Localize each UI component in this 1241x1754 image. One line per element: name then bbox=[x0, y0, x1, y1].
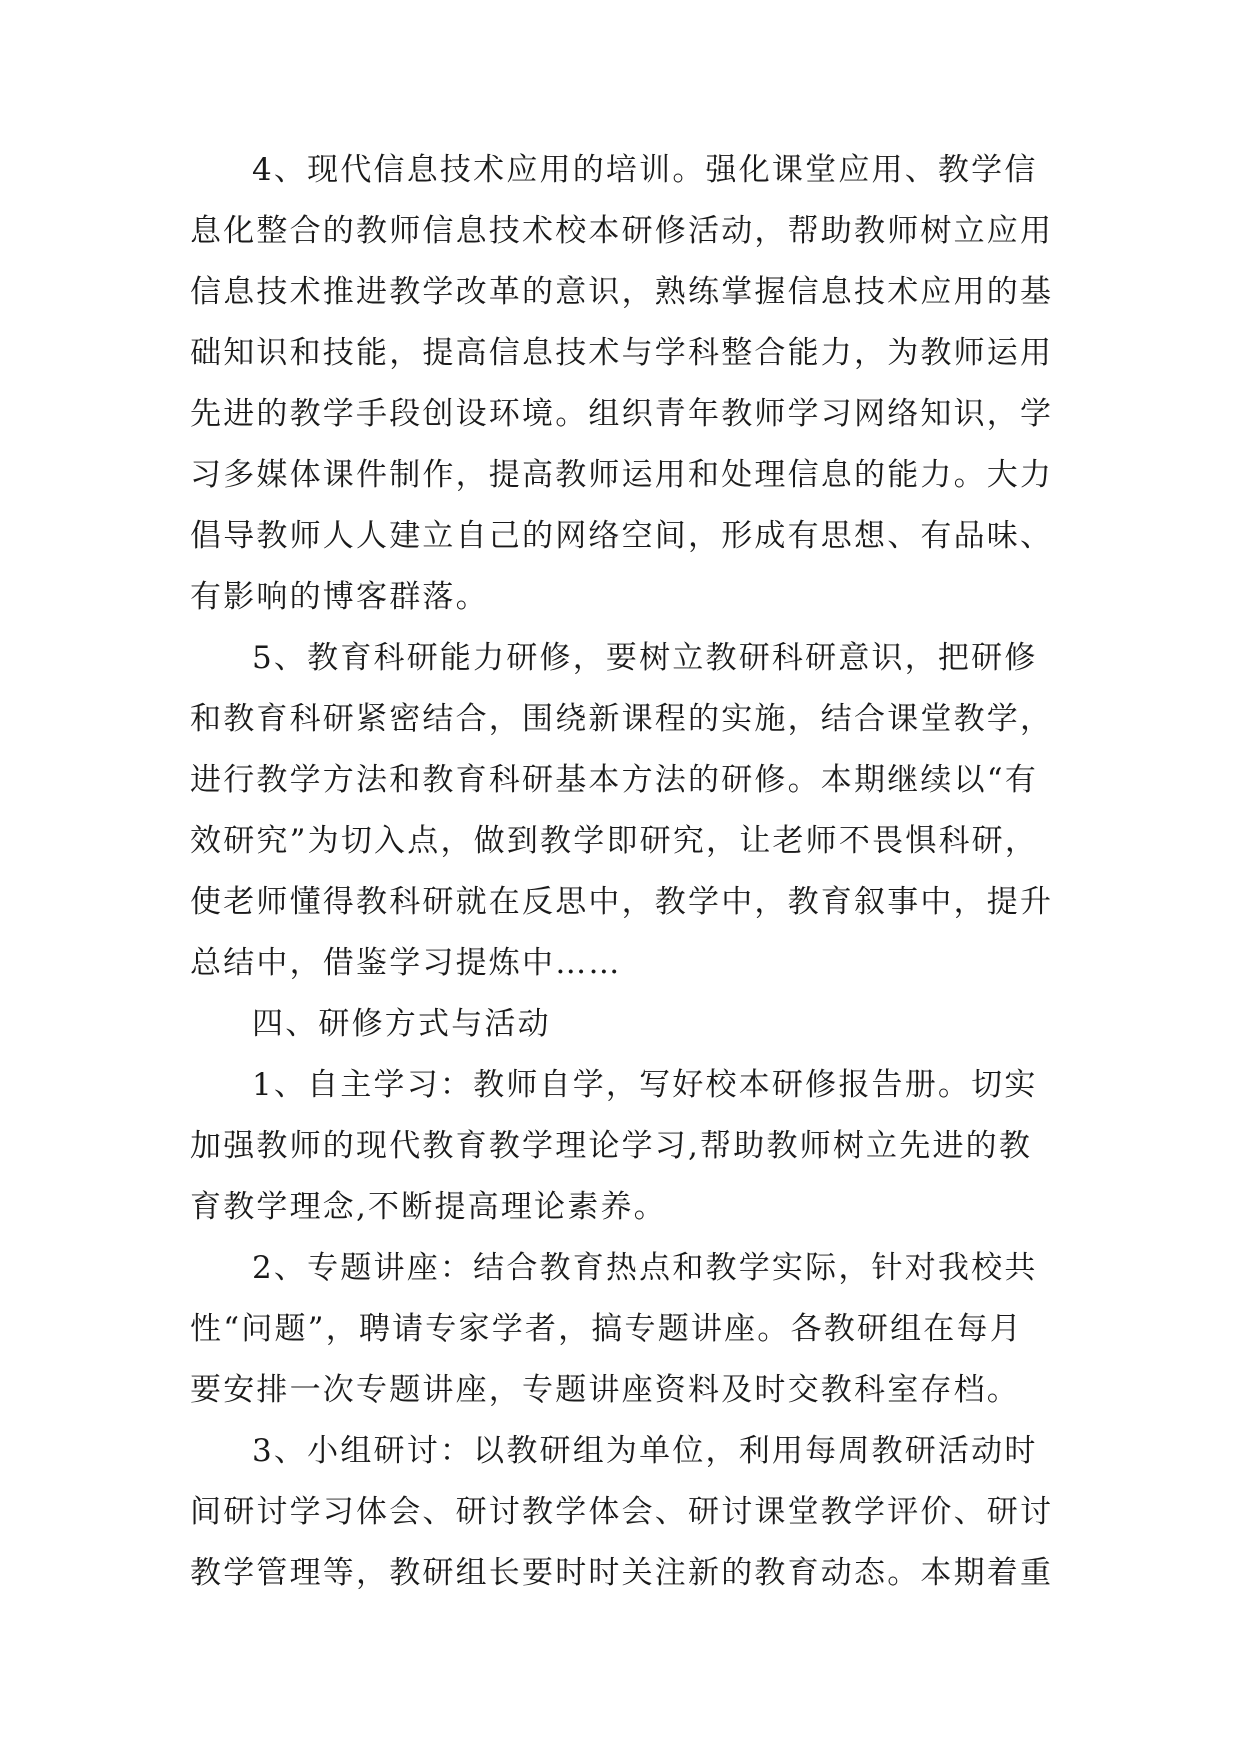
paragraph-5-line-4: 效研究”为切入点，做到教学即研究，让老师不畏惧科研， bbox=[190, 823, 1039, 859]
item-1-line-1: 1、自主学习：教师自学，写好校本研修报告册。切实 bbox=[252, 1067, 1038, 1103]
item-3-line-1: 3、小组研讨：以教研组为单位，利用每周教研活动时 bbox=[252, 1433, 1038, 1469]
item-2-line-3: 要安排一次专题讲座，专题讲座资料及时交教科室存档。 bbox=[190, 1372, 1020, 1408]
item-3-line-3: 教学管理等，教研组长要时时关注新的教育动态。本期着重 bbox=[190, 1555, 1054, 1591]
item-2-line-2: 性“问题”，聘请专家学者，搞专题讲座。各教研组在每月 bbox=[190, 1311, 1023, 1347]
paragraph-5-line-6: 总结中，借鉴学习提炼中…… bbox=[190, 945, 622, 981]
paragraph-4-line-2: 息化整合的教师信息技术校本研修活动，帮助教师树立应用 bbox=[190, 213, 1054, 249]
paragraph-4-line-3: 信息技术推进教学改革的意识，熟练掌握信息技术应用的基 bbox=[190, 274, 1054, 310]
item-1-line-2: 加强教师的现代教育教学理论学习,帮助教师树立先进的教 bbox=[190, 1128, 1033, 1164]
item-1-line-3: 育教学理念,不断提高理论素养。 bbox=[190, 1189, 667, 1225]
paragraph-4-line-7: 倡导教师人人建立自己的网络空间，形成有思想、有品味、 bbox=[190, 518, 1054, 554]
paragraph-4-line-4: 础知识和技能，提高信息技术与学科整合能力，为教师运用 bbox=[190, 335, 1054, 371]
paragraph-5-line-5: 使老师懂得教科研就在反思中，教学中，教育叙事中，提升 bbox=[190, 884, 1054, 920]
item-2-line-1: 2、专题讲座：结合教育热点和教学实际，针对我校共 bbox=[252, 1250, 1038, 1286]
paragraph-5-line-2: 和教育科研紧密结合，围绕新课程的实施，结合课堂教学， bbox=[190, 701, 1054, 737]
paragraph-4-line-1: 4、现代信息技术应用的培训。强化课堂应用、教学信 bbox=[252, 152, 1038, 188]
item-3-line-2: 间研讨学习体会、研讨教学体会、研讨课堂教学评价、研讨 bbox=[190, 1494, 1054, 1530]
paragraph-5-line-1: 5、教育科研能力研修，要树立教研科研意识，把研修 bbox=[252, 640, 1038, 676]
section-heading: 四、研修方式与活动 bbox=[252, 1006, 551, 1042]
paragraph-4-line-6: 习多媒体课件制作，提高教师运用和处理信息的能力。大力 bbox=[190, 457, 1054, 493]
paragraph-5-line-3: 进行教学方法和教育科研基本方法的研修。本期继续以“有 bbox=[190, 762, 1039, 798]
paragraph-4-line-8: 有影响的博客群落。 bbox=[190, 579, 489, 615]
paragraph-4-line-5: 先进的教学手段创设环境。组织青年教师学习网络知识，学 bbox=[190, 396, 1054, 432]
